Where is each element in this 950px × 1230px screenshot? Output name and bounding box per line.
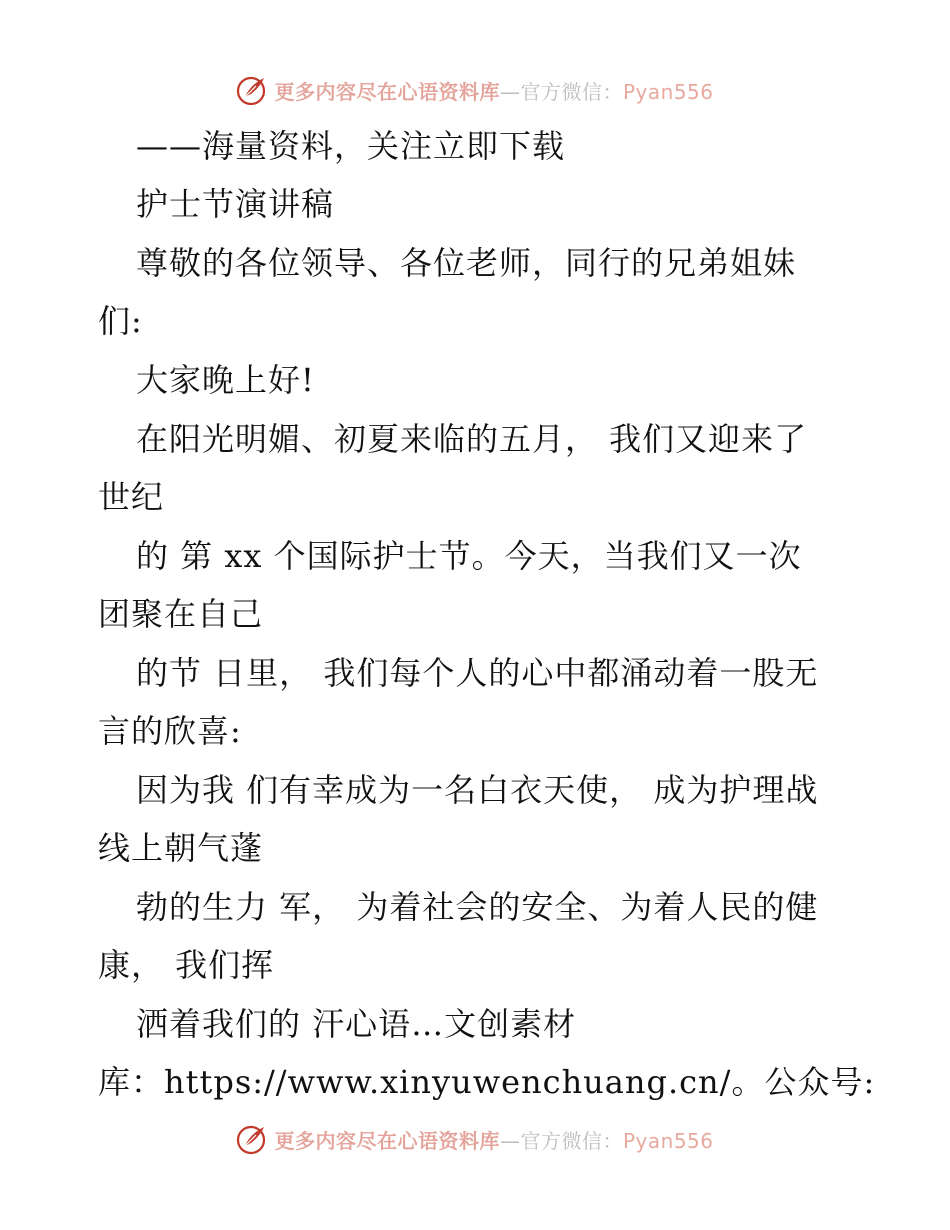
text-line: 线上朝气蓬 — [98, 829, 264, 867]
footer-site-text: 更多内容尽在心语资料库 — [274, 1128, 500, 1153]
footer-wechat-label: 官方微信： — [520, 1128, 623, 1153]
text-line: 在阳光明媚、初夏来临的五月， 我们又迎来了 — [136, 420, 808, 458]
text-line: 康， 我们挥 — [98, 946, 275, 984]
footer-wechat-id: Pyan556 — [622, 1128, 714, 1153]
text-line: 尊敬的各位领导、各位老师，同行的兄弟姐妹 — [136, 244, 797, 282]
text-line: 大家晚上好! — [136, 361, 315, 399]
footer-banner-text — [274, 1125, 713, 1154]
feather-logo-icon — [236, 1122, 270, 1156]
footer-dash: — — [499, 1128, 521, 1153]
header-wechat-id: Pyan556 — [622, 79, 714, 104]
text-line: 库：https://www.xinyuwenchuang.cn/。公众号: — [98, 1063, 876, 1101]
text-line: 们: — [98, 302, 143, 340]
text-line: 因为我 们有幸成为一名白衣天使， 成为护理战 — [136, 771, 819, 809]
header-site-text: 更多内容尽在心语资料库 — [274, 79, 500, 104]
text-line: 的节 日里， 我们每个人的心中都涌动着一股无 — [136, 654, 819, 692]
footer-banner — [0, 1121, 950, 1157]
text-line: ——海量资料，关注立即下载 — [136, 127, 566, 165]
header-banner — [0, 72, 950, 108]
header-dash: — — [499, 79, 521, 104]
text-line: 洒着我们的 汗心语…文创素材 — [136, 1005, 577, 1043]
header-banner-text — [274, 76, 713, 105]
header-wechat-label: 官方微信： — [520, 79, 623, 104]
text-line: 勃的生力 军， 为着社会的安全、为着人民的健 — [136, 888, 819, 926]
text-line: 言的欣喜: — [98, 712, 242, 750]
text-line: 的 第 xx 个国际护士节。今天，当我们又一次 — [136, 537, 802, 575]
text-line: 团聚在自己 — [98, 595, 264, 633]
document-title: 护士节演讲稿 — [136, 185, 335, 223]
feather-logo-icon — [236, 73, 270, 107]
text-line: 世纪 — [98, 478, 165, 516]
